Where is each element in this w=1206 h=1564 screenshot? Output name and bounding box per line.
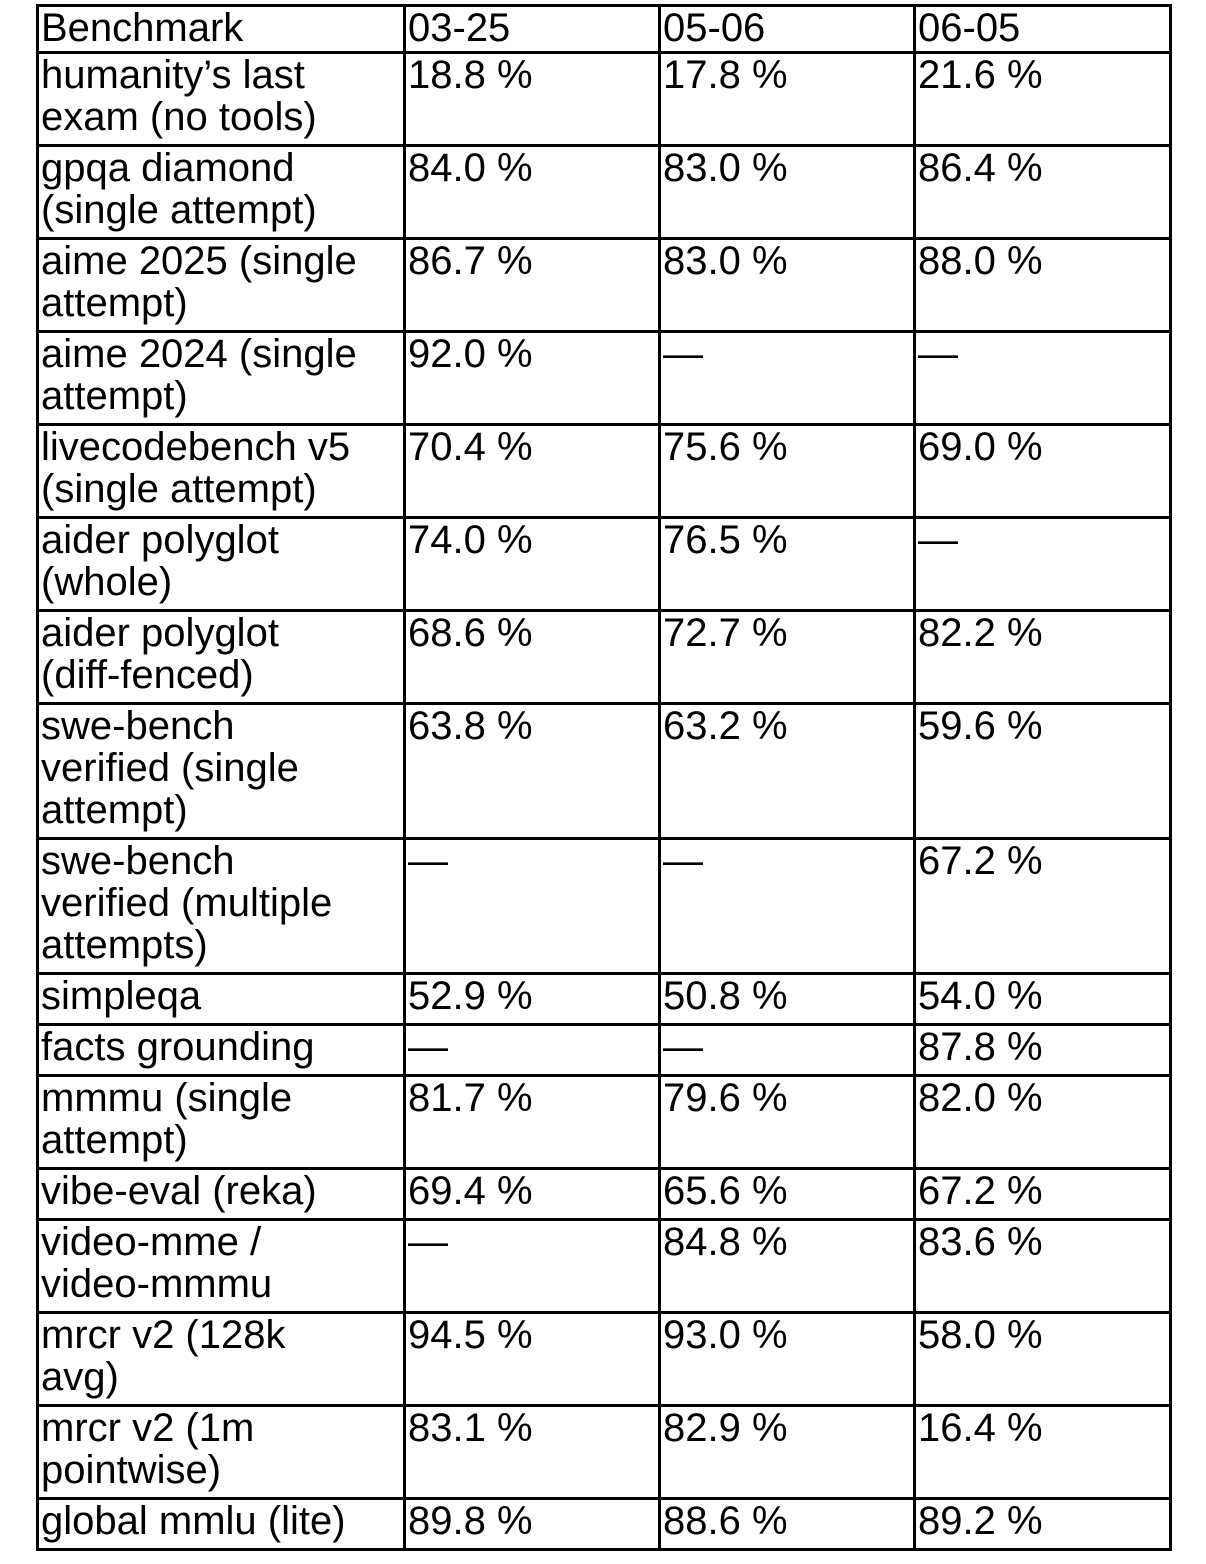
benchmark-cell: aider polyglot (diff-fenced) — [38, 611, 405, 704]
benchmark-table — [36, 4, 1172, 1551]
score-cell: — — [660, 332, 915, 425]
table-row — [38, 1313, 1171, 1406]
score-cell: 70.4 % — [405, 425, 660, 518]
header-version-1: 03-25 — [405, 6, 660, 53]
table-row — [38, 1076, 1171, 1169]
benchmark-cell: vibe-eval (reka) — [38, 1169, 405, 1220]
score-cell: 69.4 % — [405, 1169, 660, 1220]
benchmark-table-container — [36, 4, 1172, 1551]
table-row — [38, 53, 1171, 146]
score-cell: 21.6 % — [915, 53, 1171, 146]
table-row — [38, 518, 1171, 611]
score-cell: 50.8 % — [660, 974, 915, 1025]
score-cell: — — [660, 1025, 915, 1076]
benchmark-cell: mrcr v2 (128k avg) — [38, 1313, 405, 1406]
table-row — [38, 1406, 1171, 1499]
benchmark-cell: gpqa diamond (single attempt) — [38, 146, 405, 239]
table-row — [38, 1025, 1171, 1076]
benchmark-cell: global mmlu (lite) — [38, 1499, 405, 1550]
score-cell: 94.5 % — [405, 1313, 660, 1406]
score-cell: 88.6 % — [660, 1499, 915, 1550]
table-row — [38, 704, 1171, 839]
header-version-2: 05-06 — [660, 6, 915, 53]
score-cell: 72.7 % — [660, 611, 915, 704]
score-cell: 82.9 % — [660, 1406, 915, 1499]
score-cell: 81.7 % — [405, 1076, 660, 1169]
table-row — [38, 239, 1171, 332]
score-cell: 58.0 % — [915, 1313, 1171, 1406]
score-cell: 82.2 % — [915, 611, 1171, 704]
score-cell: 89.2 % — [915, 1499, 1171, 1550]
score-cell: 52.9 % — [405, 974, 660, 1025]
score-cell: 83.6 % — [915, 1220, 1171, 1313]
score-cell: 75.6 % — [660, 425, 915, 518]
benchmark-cell: livecodebench v5 (single attempt) — [38, 425, 405, 518]
benchmark-cell: aider polyglot (whole) — [38, 518, 405, 611]
table-row — [38, 425, 1171, 518]
table-row — [38, 839, 1171, 974]
score-cell: 86.7 % — [405, 239, 660, 332]
score-cell: — — [405, 1220, 660, 1313]
score-cell: 18.8 % — [405, 53, 660, 146]
score-cell: 83.1 % — [405, 1406, 660, 1499]
score-cell: — — [660, 839, 915, 974]
score-cell: — — [405, 839, 660, 974]
score-cell: 67.2 % — [915, 839, 1171, 974]
score-cell: 86.4 % — [915, 146, 1171, 239]
score-cell: 84.8 % — [660, 1220, 915, 1313]
benchmark-cell: humanity’s last exam (no tools) — [38, 53, 405, 146]
table-body — [38, 53, 1171, 1550]
score-cell: 84.0 % — [405, 146, 660, 239]
score-cell: 16.4 % — [915, 1406, 1171, 1499]
header-row — [38, 6, 1171, 53]
benchmark-cell: mrcr v2 (1m pointwise) — [38, 1406, 405, 1499]
score-cell: 67.2 % — [915, 1169, 1171, 1220]
benchmark-cell: facts grounding — [38, 1025, 405, 1076]
score-cell: 83.0 % — [660, 239, 915, 332]
score-cell: 83.0 % — [660, 146, 915, 239]
score-cell: 65.6 % — [660, 1169, 915, 1220]
benchmark-cell: aime 2025 (single attempt) — [38, 239, 405, 332]
score-cell: — — [915, 518, 1171, 611]
benchmark-cell: aime 2024 (single attempt) — [38, 332, 405, 425]
score-cell: 17.8 % — [660, 53, 915, 146]
benchmark-cell: swe-bench verified (multiple attempts) — [38, 839, 405, 974]
table-row — [38, 1220, 1171, 1313]
score-cell: 63.8 % — [405, 704, 660, 839]
score-cell: 59.6 % — [915, 704, 1171, 839]
header-benchmark: Benchmark — [38, 6, 405, 53]
score-cell: 79.6 % — [660, 1076, 915, 1169]
score-cell: 69.0 % — [915, 425, 1171, 518]
score-cell: 92.0 % — [405, 332, 660, 425]
table-row — [38, 1499, 1171, 1550]
score-cell: 74.0 % — [405, 518, 660, 611]
score-cell: 87.8 % — [915, 1025, 1171, 1076]
score-cell: 68.6 % — [405, 611, 660, 704]
score-cell: 63.2 % — [660, 704, 915, 839]
score-cell: 93.0 % — [660, 1313, 915, 1406]
table-row — [38, 1169, 1171, 1220]
table-row — [38, 332, 1171, 425]
table-row — [38, 974, 1171, 1025]
benchmark-cell: simpleqa — [38, 974, 405, 1025]
score-cell: 76.5 % — [660, 518, 915, 611]
header-version-3: 06-05 — [915, 6, 1171, 53]
score-cell: 82.0 % — [915, 1076, 1171, 1169]
table-row — [38, 146, 1171, 239]
benchmark-cell: mmmu (single attempt) — [38, 1076, 405, 1169]
score-cell: 88.0 % — [915, 239, 1171, 332]
benchmark-cell: video-mme / video-mmmu — [38, 1220, 405, 1313]
score-cell: 54.0 % — [915, 974, 1171, 1025]
score-cell: 89.8 % — [405, 1499, 660, 1550]
score-cell: — — [915, 332, 1171, 425]
table-row — [38, 611, 1171, 704]
benchmark-cell: swe-bench verified (single attempt) — [38, 704, 405, 839]
score-cell: — — [405, 1025, 660, 1076]
